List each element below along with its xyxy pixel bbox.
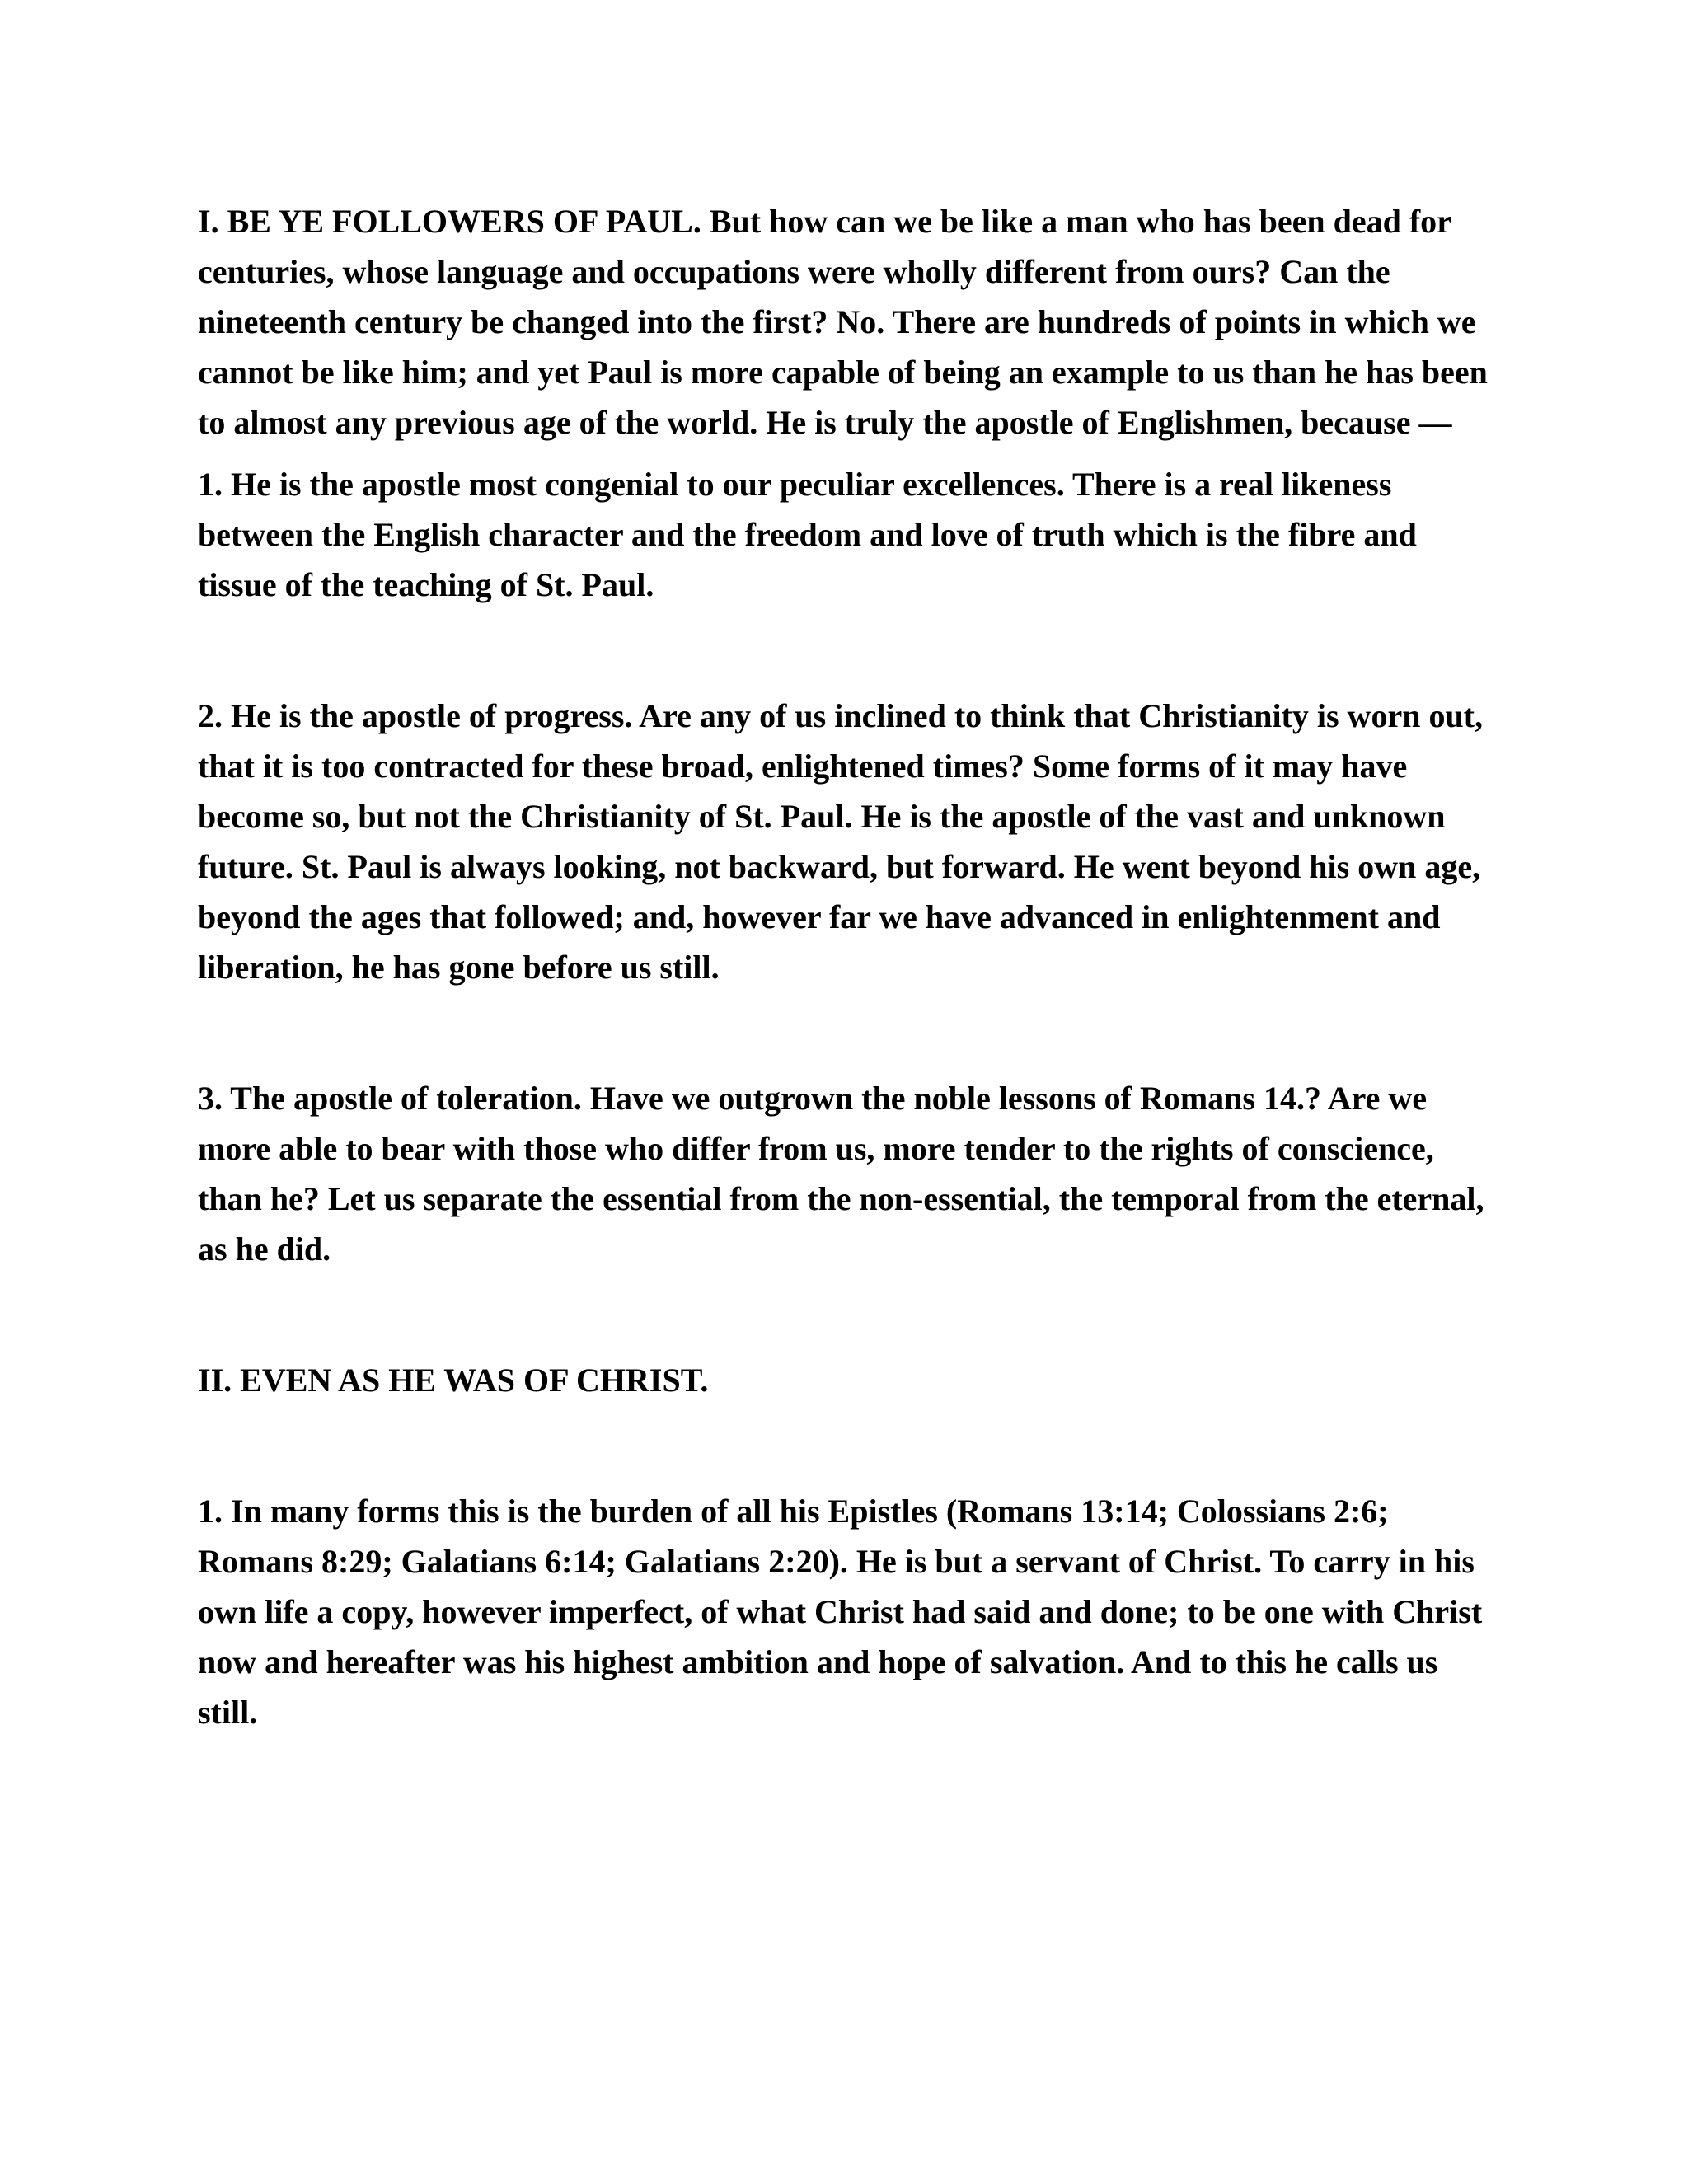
paragraph-point-2-progress: 2. He is the apostle of progress. Are any of us inclined to think that Christianity is worn out, that it is too contracted for these broad, enlightened times? Some forms of it may have become so, but not the Christianity of St. Paul. He is the apostle of the vast and unknown future. St. Paul is always looking, not backward, but forward. He went beyond his own age, beyond the ages that followed; and, however far we have advanced in enlightenment and liberation, he has gone before us still. xyxy=(198,697,1484,986)
paragraph-followers-of-paul: I. BE YE FOLLOWERS OF PAUL. But how can we be like a man who has been dead for centuries, whose language and occupations were wholly different from ours? Can the nineteenth century be changed into the first? No. There are hundreds of points in which we cannot be like him; and yet Paul is more capable of being an example to us than he has been to almost any previous age of the world. He is truly the apostle of Englishmen, because — xyxy=(198,203,1488,441)
paragraph-point-1-epistles: 1. In many forms this is the burden of all his Epistles (Romans 13:14; Colossians 2:6; Romans 8:29; Galatians 6:14; Galatians 2:20). He is but a servant of Christ. To carry in his own life a copy, however imperfect, of what Christ had said and done; to be one with Christ now and hereafter was his highest ambition and hope of salvation. And to this he calls us still. xyxy=(198,1493,1483,1731)
paragraph-point-1-congenial: 1. He is the apostle most congenial to our peculiar excellences. There is a real likeness between the English character and the freedom and love of truth which is the fibre and tissue of the teaching of St. Paul. xyxy=(198,466,1417,603)
section-heading-even-as-he-was: II. EVEN AS HE WAS OF CHRIST. xyxy=(198,1361,709,1399)
paragraph-point-3-toleration: 3. The apostle of toleration. Have we outgrown the noble lessons of Romans 14.? Are we more able to bear with those who differ from us, more tender to the rights of conscience, than he? Let us separate the essential from the non-essential, the temporal from the eternal, as he did. xyxy=(198,1080,1484,1268)
document-page xyxy=(198,196,1500,1737)
